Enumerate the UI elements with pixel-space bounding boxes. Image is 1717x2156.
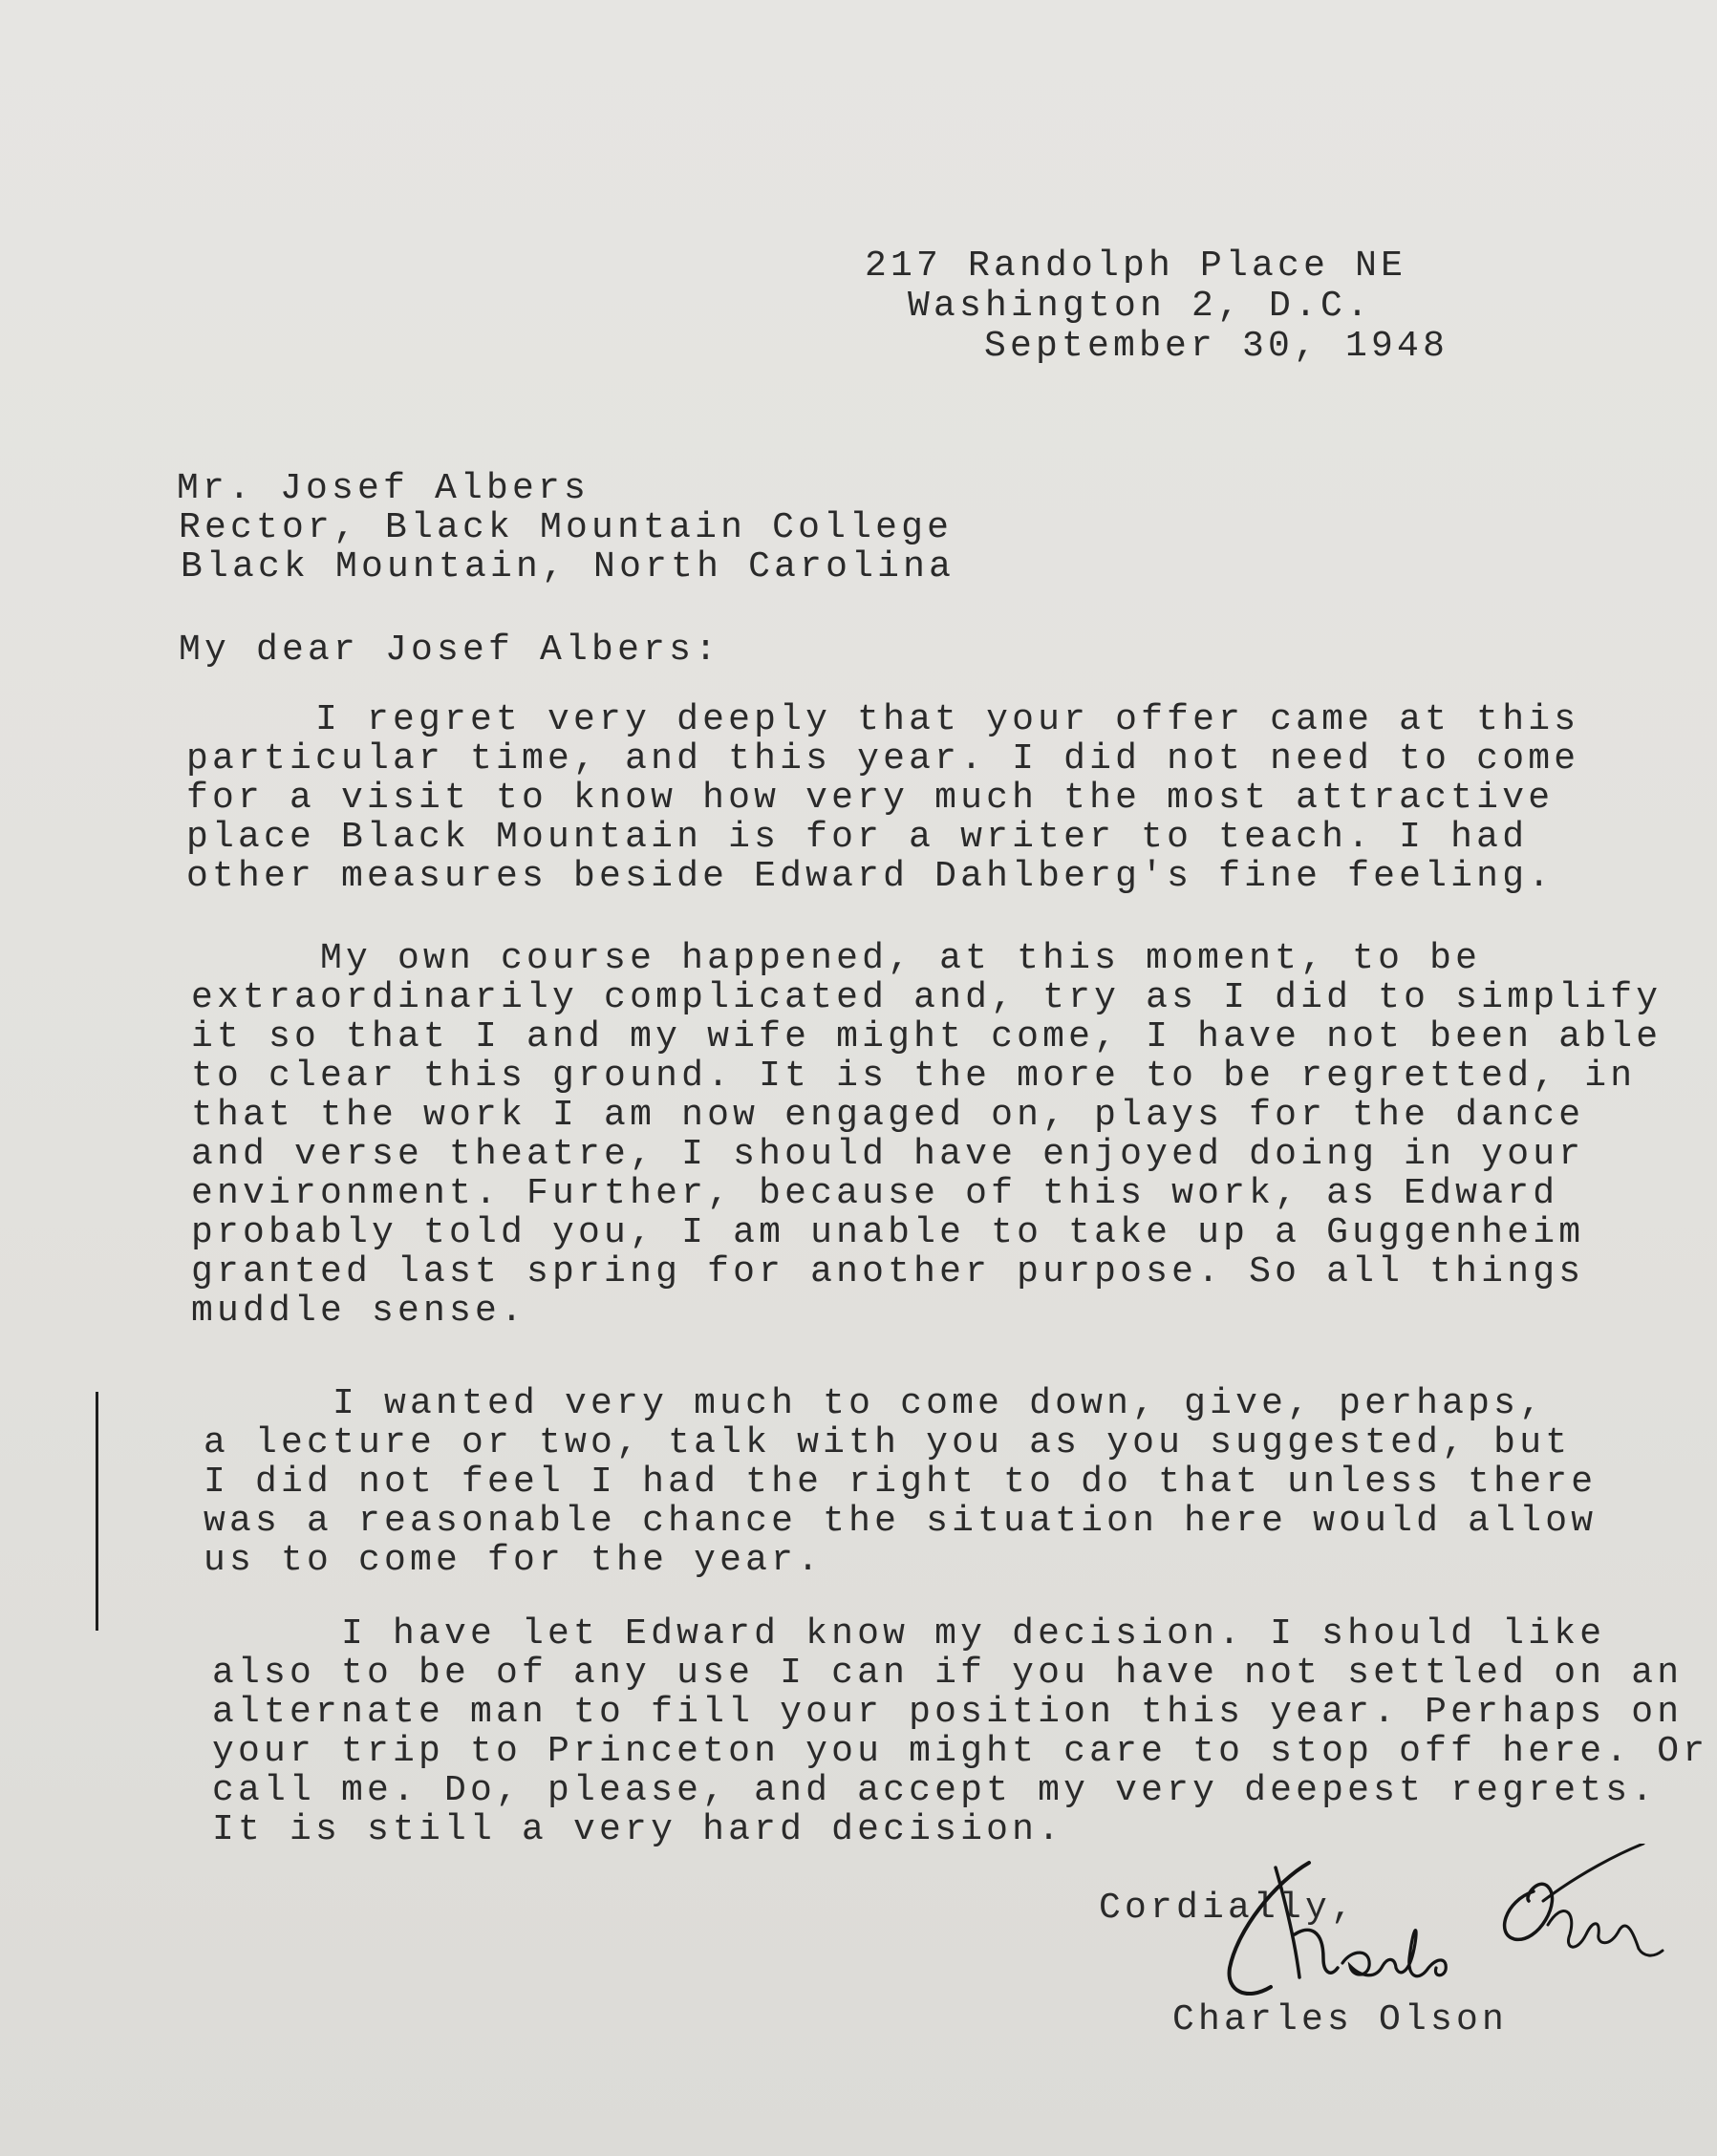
paragraph-1 <box>186 700 1579 896</box>
recipient-title: Rector, Black Mountain College <box>179 507 954 548</box>
paragraph-line: to clear this ground. It is the more to be regretted, in <box>191 1056 1637 1097</box>
paragraph-line: was a reasonable chance the situation here would allow <box>204 1501 1598 1542</box>
paragraph-line: alternate man to fill your position this year. Perhaps on <box>212 1692 1684 1733</box>
paragraph-line: I regret very deeply that your offer came at this <box>186 699 1580 740</box>
paragraph-line: for a visit to know how very much the most attractive <box>186 778 1555 819</box>
paragraph-2 <box>191 939 1662 1331</box>
paragraph-line: I have let Edward know my decision. I should like <box>212 1613 1606 1654</box>
paragraph-line: that the work I am now engaged on, plays for the dance <box>191 1095 1585 1136</box>
paragraph-line: environment. Further, because of this work, as Edward <box>191 1173 1559 1214</box>
recipient-location: Black Mountain, North Carolina <box>181 546 955 587</box>
paragraph-line: and verse theatre, I should have enjoyed doing in your <box>191 1134 1585 1175</box>
paragraph-line: My own course happened, at this moment, to be <box>191 938 1482 979</box>
paragraph-line: I wanted very much to come down, give, perhaps, <box>204 1383 1546 1424</box>
sender-street: 217 Randolph Place NE <box>865 245 1407 287</box>
paragraph-line: I did not feel I had the right to do that unless there <box>204 1462 1598 1503</box>
paragraph-line: extraordinarily complicated and, try as I did to simplify <box>191 977 1663 1018</box>
letter-date: September 30, 1948 <box>984 326 1449 367</box>
paragraph-line: your trip to Princeton you might care to stop off here. Or <box>212 1731 1709 1772</box>
paragraph-line: It is still a very hard decision. <box>212 1809 1064 1850</box>
paragraph-line: muddle sense. <box>191 1291 527 1332</box>
paragraph-3 <box>204 1384 1597 1580</box>
paragraph-line: granted last spring for another purpose. So all things <box>191 1251 1585 1292</box>
sender-city: Washington 2, D.C. <box>908 286 1373 327</box>
paragraph-line: a lecture or two, talk with you as you suggested, but <box>204 1422 1572 1463</box>
margin-line-mark <box>96 1392 98 1631</box>
paragraph-line: it so that I and my wife might come, I have not been able <box>191 1016 1663 1057</box>
paragraph-line: place Black Mountain is for a writer to teach. I had <box>186 817 1529 858</box>
paragraph-line: us to come for the year. <box>204 1540 824 1581</box>
recipient-name: Mr. Josef Albers <box>177 468 590 509</box>
paragraph-line: other measures beside Edward Dahlberg's fine feeling. <box>186 856 1555 897</box>
paragraph-line: probably told you, I am unable to take up a Guggenheim <box>191 1212 1585 1253</box>
paragraph-4 <box>212 1614 1708 1849</box>
paragraph-line: also to be of any use I can if you have not settled on an <box>212 1653 1684 1694</box>
salutation: My dear Josef Albers: <box>179 630 721 671</box>
handwritten-signature <box>1218 1844 1667 2016</box>
paragraph-line: call me. Do, please, and accept my very deepest regrets. <box>212 1770 1658 1811</box>
typed-name: Charles Olson <box>1172 1999 1509 2040</box>
closing: Cordially, <box>1099 1888 1358 1929</box>
paragraph-line: particular time, and this year. I did not need to come <box>186 738 1580 779</box>
